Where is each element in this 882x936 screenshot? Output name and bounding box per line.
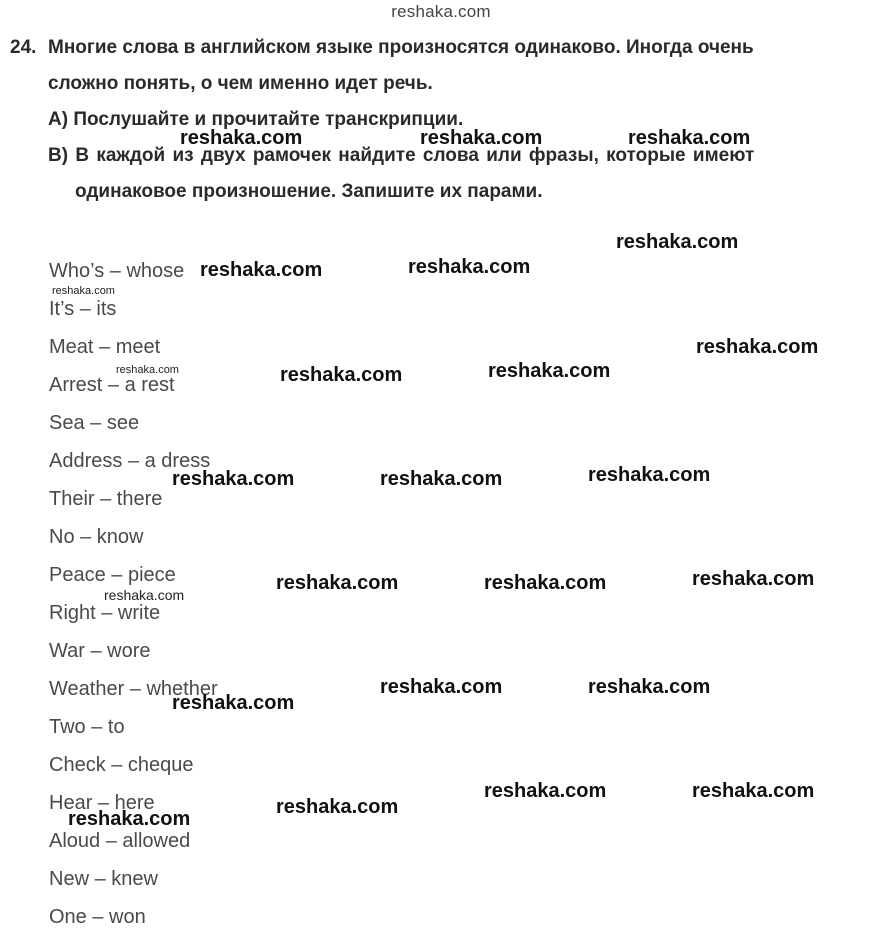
watermark: reshaka.com — [588, 676, 711, 698]
watermark: reshaka.com — [180, 127, 303, 149]
watermark: reshaka.com — [616, 231, 739, 253]
watermark: reshaka.com — [380, 676, 503, 698]
pair-item: Right – write — [49, 602, 161, 624]
pair-item: New – knew — [49, 868, 158, 890]
pair-item: Two – to — [49, 716, 125, 738]
watermark: reshaka.com — [692, 780, 815, 802]
pair-item: Arrest – a rest — [49, 374, 175, 396]
watermark: reshaka.com — [488, 360, 611, 382]
task-line-3: А) Послушайте и прочитайте транскрипции. — [48, 109, 464, 130]
watermark: reshaka.com — [104, 587, 185, 603]
task-number: 24. — [10, 37, 37, 58]
site-header: reshaka.com — [391, 2, 491, 21]
watermark: reshaka.com — [588, 464, 711, 486]
task-line-5: одинаковое произношение. Запишите их парами. — [75, 181, 543, 202]
pair-item: War – wore — [49, 640, 151, 662]
pair-item: Check – cheque — [49, 754, 194, 776]
task-line-2: сложно понять, о чем именно идет речь. — [48, 73, 433, 94]
watermark: reshaka.com — [68, 808, 191, 830]
pair-item: One – won — [49, 906, 146, 928]
watermark: reshaka.com — [280, 364, 403, 386]
watermark: reshaka.com — [172, 692, 295, 714]
watermark: reshaka.com — [52, 285, 115, 297]
pair-item: Hear – here — [49, 792, 155, 814]
pair-item: Sea – see — [49, 412, 140, 434]
watermark: reshaka.com — [276, 572, 399, 594]
pair-item: Aloud – allowed — [49, 830, 191, 852]
pair-item: No – know — [49, 526, 144, 548]
watermark: reshaka.com — [696, 336, 819, 358]
pair-item: Address – a dress — [49, 450, 211, 472]
task-line-1: Многие слова в английском языке произносятся одинаково. Иногда очень — [48, 37, 754, 58]
watermark: reshaka.com — [408, 256, 531, 278]
watermark: reshaka.com — [628, 127, 751, 149]
watermark: reshaka.com — [276, 796, 399, 818]
pair-item: Meat – meet — [49, 336, 161, 358]
pair-item: Their – there — [49, 488, 163, 510]
watermark: reshaka.com — [380, 468, 503, 490]
task-line-4: В) В каждой из двух рамочек найдите слова или фразы, которые имеют — [48, 145, 755, 166]
pair-item: Peace – piece — [49, 564, 176, 586]
watermark: reshaka.com — [420, 127, 543, 149]
pair-item: It’s – its — [49, 298, 117, 320]
watermark: reshaka.com — [172, 468, 295, 490]
watermark: reshaka.com — [692, 568, 815, 590]
watermark: reshaka.com — [484, 780, 607, 802]
watermark: reshaka.com — [200, 259, 323, 281]
watermark: reshaka.com — [116, 364, 179, 376]
watermark: reshaka.com — [484, 572, 607, 594]
pair-item: Who’s – whose — [49, 260, 185, 282]
pair-item: Weather – whether — [49, 678, 218, 700]
